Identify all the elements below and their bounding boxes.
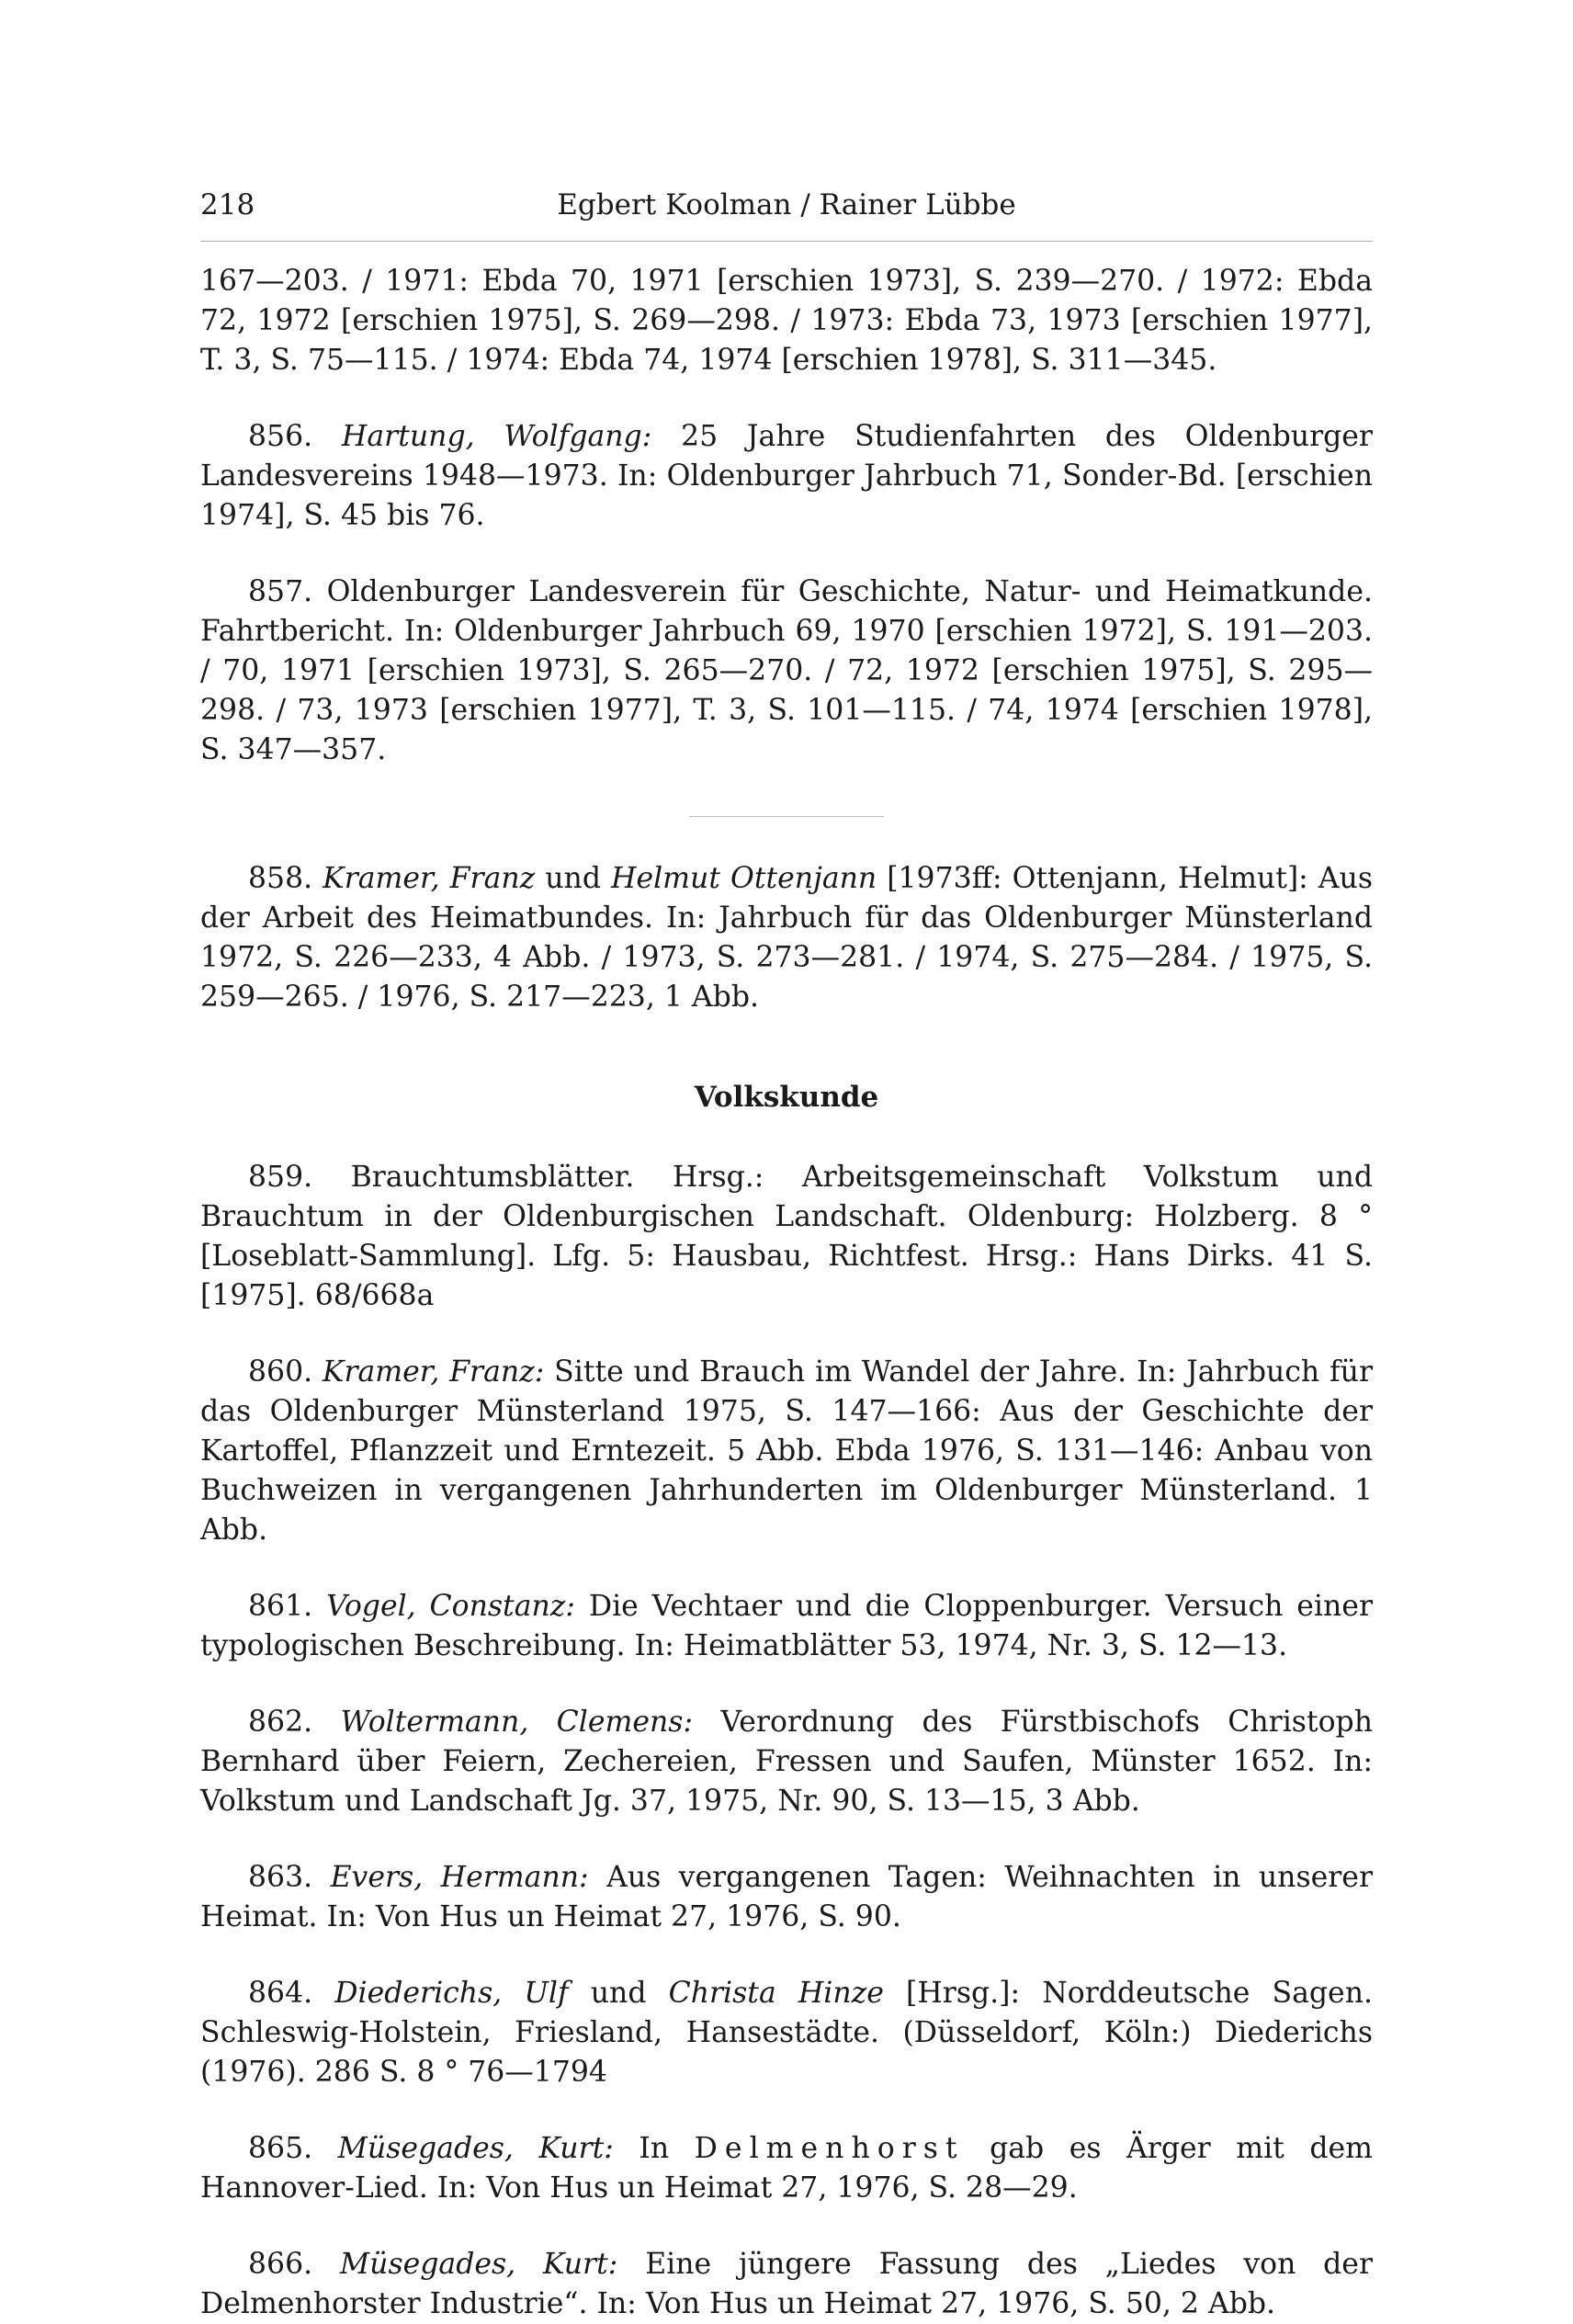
entry-text: Brauchtumsblätter. Hrsg.: Arbeitsgemeinschaft Volkstum und Brauchtum in der Oldenburgischen Landschaft. Oldenburg: Holzberg. 8 ° [Loseblatt-Sammlung]. Lfg. 5: Hausbau, Richtfest. Hrsg.: Hans Dirks. 41 S. [1975]. 68/668a bbox=[200, 1161, 1373, 1312]
entry-number: 864. bbox=[248, 1977, 313, 2010]
section-heading: Volkskunde bbox=[694, 1081, 879, 1114]
entry-conjunction: und bbox=[535, 862, 611, 895]
entry-coauthor: Helmut Ottenjann bbox=[611, 862, 877, 895]
entry-number: 856. bbox=[248, 420, 313, 453]
entry-865 bbox=[200, 2129, 1373, 2208]
entry-857 bbox=[200, 572, 1373, 770]
entry-text: Oldenburger Landesverein für Geschichte, Natur- und Heimatkunde. Fahrtbericht. In: Oldenburger Jahrbuch 69, 1970 [erschien 1972], S. 191—203. / 70, 1971 [erschien 1973], S. 265—270. / 72, 1972 [erschien 1975], S. 295—298. / 73, 1973 [erschien 1977], T. 3, S. 101—115. / 74, 1974 [erschien 1978], S. 347—357. bbox=[200, 575, 1373, 766]
entry-number: 859. bbox=[248, 1161, 313, 1194]
entry-author: Diederichs, Ulf bbox=[334, 1977, 569, 2010]
entry-number: 857. bbox=[248, 575, 313, 608]
entry-number: 865. bbox=[248, 2132, 313, 2165]
entry-text: Eine jüngere Fassung des „Liedes von der Delmenhorster Industrie“. In: Von Hus un Heimat 27, 1976, S. 50, 2 Abb. bbox=[200, 2248, 1374, 2320]
entry-text: [Hrsg.]: Norddeutsche Sagen. Schleswig-Holstein, Friesland, Hansestädte. (Düsseldorf, Köln:) Diederichs (1976). 286 S. 8 ° 76—1794 bbox=[200, 1977, 1374, 2089]
continuation-text: 167—203. / 1971: Ebda 70, 1971 [erschien 1973], S. 239—270. / 1972: Ebda 72, 1972 [erschien 1975], S. 269—298. / 1973: Ebda 73, 1973 [erschien 1977], T. 3, S. 75—115. / 1974: Ebda 74, 1974 [erschien 1978], S. 311—345. bbox=[200, 265, 1373, 377]
entry-number: 866. bbox=[248, 2248, 313, 2281]
entry-number: 860. bbox=[248, 1355, 313, 1389]
entry-text: [1973ff: Ottenjann, Helmut]: Aus der Arbeit des Heimatbundes. In: Jahrbuch für das Oldenburger Münsterland 1972, S. 226—233, 4 Abb. / 1973, S. 273—281. / 1974, S. 275—284. / 1975, S. 259—265. / 1976, S. 217—223, 1 Abb. bbox=[200, 862, 1373, 1014]
entry-text: 25 Jahre Studienfahrten des Oldenburger Landesvereins 1948—1973. In: Oldenburger Jahrbuch 71, Sonder-Bd. [erschien 1974], S. 45 bis 76. bbox=[200, 420, 1373, 532]
entry-conjunction: und bbox=[568, 1977, 669, 2010]
bibliography-body bbox=[200, 262, 1373, 2324]
spaced-place-name: Delmenhorst bbox=[694, 2132, 965, 2165]
entry-author: Müsegades, Kurt: bbox=[337, 2132, 614, 2165]
entry-author: Vogel, Constanz: bbox=[325, 1590, 575, 1623]
entry-author: Müsegades, Kurt: bbox=[339, 2248, 618, 2281]
entry-author: Woltermann, Clemens: bbox=[340, 1706, 694, 1739]
entry-author: Hartung, Wolfgang: bbox=[341, 420, 652, 453]
header-rule bbox=[200, 241, 1373, 242]
page-number: 218 bbox=[200, 188, 255, 221]
entry-text: Die Vechtaer und die Cloppenburger. Versuch einer typologischen Beschreibung. In: Heimatblätter 53, 1974, Nr. 3, S. 12—13. bbox=[200, 1590, 1373, 1662]
entry-text: Sitte und Brauch im Wandel der Jahre. In: Jahrbuch für das Oldenburger Münsterland 1975, S. 147—166: Aus der Geschichte der Kartoffel, Pflanzzeit und Erntezeit. 5 Abb. Ebda 1976, S. 131—146: Anbau von Buchweizen in vergangenen Jahrhunderten im Oldenburger Münsterland. 1 Abb. bbox=[200, 1355, 1374, 1547]
entry-860 bbox=[200, 1353, 1373, 1550]
entry-864 bbox=[200, 1974, 1373, 2092]
entry-863 bbox=[200, 1858, 1373, 1937]
entry-text: gab es Ärger mit dem Hannover-Lied. In: Von Hus un Heimat 27, 1976, S. 28—29. bbox=[200, 2132, 1373, 2205]
entry-861 bbox=[200, 1587, 1373, 1666]
page-header bbox=[200, 188, 1373, 234]
entry-coauthor: Christa Hinze bbox=[668, 1977, 884, 2010]
running-head: Egbert Koolman / Rainer Lübbe bbox=[557, 188, 1016, 221]
entry-number: 861. bbox=[248, 1590, 313, 1623]
entry-author: Evers, Hermann: bbox=[330, 1861, 589, 1894]
entry-number: 863. bbox=[248, 1861, 313, 1894]
entry-text: Verordnung des Fürstbischofs Christoph Bernhard über Feiern, Zechereien, Fressen und Saufen, Münster 1652. In: Volkstum und Landschaft Jg. 37, 1975, Nr. 90, S. 13—15, 3 Abb. bbox=[200, 1706, 1374, 1818]
entry-859 bbox=[200, 1158, 1373, 1316]
entry-author: Kramer, Franz bbox=[323, 862, 536, 895]
entry-858 bbox=[200, 859, 1373, 1017]
entry-866 bbox=[200, 2245, 1373, 2324]
entry-text: Aus vergangenen Tagen: Weihnachten in unserer Heimat. In: Von Hus un Heimat 27, 1976, S. 90. bbox=[200, 1861, 1374, 1933]
separator-rule bbox=[689, 816, 884, 817]
entry-number: 862. bbox=[248, 1706, 313, 1739]
entry-author: Kramer, Franz: bbox=[322, 1355, 545, 1389]
entry-856 bbox=[200, 417, 1373, 536]
entry-prefix: In bbox=[613, 2132, 695, 2165]
entry-number: 858. bbox=[248, 862, 313, 895]
entry-862 bbox=[200, 1703, 1373, 1821]
